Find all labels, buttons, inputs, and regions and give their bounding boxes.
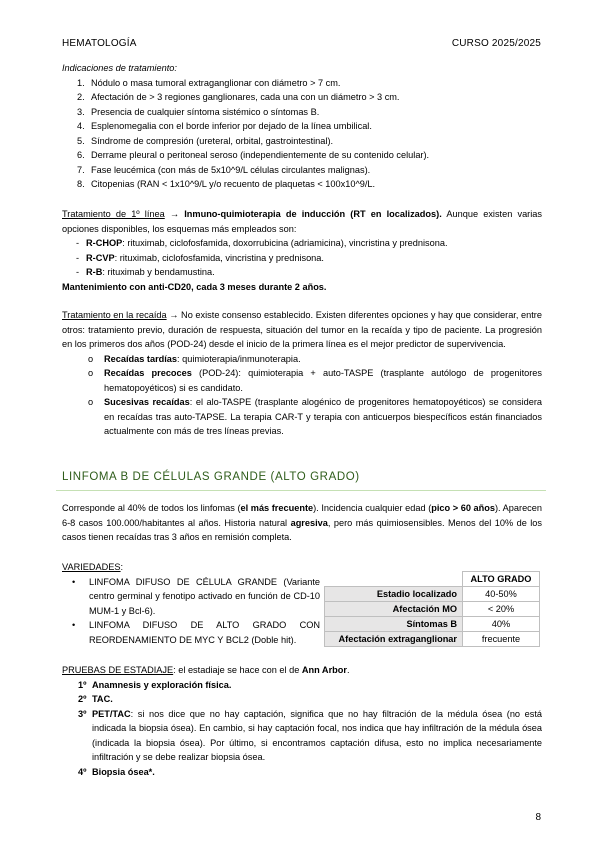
table-row: Afectación extraganglionar frecuente bbox=[325, 632, 540, 647]
list-item: - R-CVP: rituximab, ciclofosfamida, vincristina y prednisona. bbox=[62, 251, 542, 266]
relapse-list bbox=[62, 352, 542, 439]
arrow-icon: → bbox=[169, 209, 180, 219]
circle-bullet-icon: o bbox=[88, 353, 94, 364]
table-row: Estadio localizado 40-50% bbox=[325, 587, 540, 602]
grade-table bbox=[324, 571, 540, 647]
list-item: 2º TAC. bbox=[78, 694, 113, 704]
first-line-block: Tratamiento de 1º línea → Inmuno-quimioterapia de inducción (RT en localizados). Aunque existen varias opciones disponibles, los esquemas más empleados son: - R-CHOP: rituximab, ciclofosfamida, doxorrubicina (adriamicina), vincristina y prednisona. - R-CVP: rituximab, ciclofosfamida, vincristina y prednisona. - R-B: rituximab y bendamustina. Mantenimiento con anti-CD20, cada 3 meses durante 2 años. bbox=[62, 207, 542, 294]
list-item: 6. Derrame pleural o peritoneal seroso (independientemente de su contenido celular). bbox=[77, 150, 430, 160]
bullet-icon: • bbox=[72, 576, 76, 587]
list-item: 3. Presencia de cualquier síntoma sistémico o síntomas B. bbox=[77, 106, 320, 117]
list-item: - R-CHOP: rituximab, ciclofosfamida, doxorrubicina (adriamicina), vincristina y prednisona. bbox=[62, 236, 542, 251]
staging-list bbox=[62, 678, 542, 780]
table-header-row bbox=[325, 572, 540, 587]
table-row: Síntomas B 40% bbox=[325, 617, 540, 632]
list-item: 3º PET/TAC: si nos dice que no hay captación, significa que no hay filtración de la médula ósea (no está indicada la biopsia ósea). En cambio, si hay captación focal, nos indica que hay infiltración de la médula ósea (indicada la biopsia ósea). Por último, si encontramos captación difusa, esto no implica necesariamente infiltración y se debe realizar biopsia ósea. bbox=[78, 708, 542, 762]
relapse-label: Tratamiento en la recaída bbox=[62, 310, 167, 320]
maintenance-note: Mantenimiento con anti-CD20, cada 3 meses durante 2 años. bbox=[62, 281, 327, 292]
page-number: 8 bbox=[535, 812, 541, 823]
list-item: • LINFOMA DIFUSO DE ALTO GRADO CON REORDENAMIENTO DE MYC Y BCL2 (Doble hit). bbox=[72, 620, 320, 645]
first-line-heading: Inmuno-quimioterapia de inducción (RT en localizados). bbox=[184, 209, 442, 219]
relapse-block: Tratamiento en la recaída → No existe consenso establecido. Existen diferentes opciones y hay que considerar, entre otros: tratamiento previo, duración de respuesta, situación del tumor en la recaída y tipo de paciente. La progresión en los primeros dos años (POD-24) desde el inicio de la primera línea es el mejor predictor de supervivencia. o Recaídas tardías: quimioterapia/inmunoterapia. o Recaídas precoces (POD-24): quimioterapia + auto-TASPE (trasplante autólogo de progenitores hematopoyéticos) si es candidato. o Sucesivas recaídas: el alo-TASPE (trasplante alogénico de progenitores hematopoyéticos) se considera en recaídas tras auto-TAPSE. La terapia CAR-T y terapia con anticuerpos biespecíficos están financiados actualmente con más de tres líneas previas. bbox=[62, 308, 542, 439]
header-subject: HEMATOLOGÍA bbox=[62, 38, 137, 49]
list-item: 2. Afectación de > 3 regiones ganglionares, cada una con un diámetro > 3 cm. bbox=[77, 92, 400, 102]
list-item: 5. Síndrome de compresión (ureteral, orbital, gastrointestinal). bbox=[77, 135, 334, 146]
list-item: 7. Fase leucémica (con más de 5x10^9/L células circulantes malignas). bbox=[77, 164, 371, 175]
table-row: Afectación MO < 20% bbox=[325, 602, 540, 617]
staging-title: PRUEBAS DE ESTADIAJE bbox=[62, 665, 174, 675]
indications-list bbox=[62, 76, 542, 192]
list-item: 1. Nódulo o masa tumoral extraganglionar con diámetro > 7 cm. bbox=[77, 77, 341, 88]
list-item: - R-B: rituximab y bendamustina. bbox=[62, 265, 542, 280]
list-item: o Recaídas tardías: quimioterapia/inmunoterapia. bbox=[62, 352, 542, 367]
varieties-block: VARIEDADES: • LINFOMA DIFUSO DE CÉLULA GRANDE (Variante centro germinal y fenotipo activado en función de CD-10 MUM-1 y Bcl-6). • LINFOMA DIFUSO DE ALTO GRADO CON REORDENAMIENTO DE MYC Y BCL2 (Doble hit). bbox=[62, 560, 320, 647]
list-item: 1º Anamnesis y exploración física. bbox=[78, 679, 232, 690]
section-title: LINFOMA B DE CÉLULAS GRANDE (ALTO GRADO) bbox=[62, 471, 360, 483]
first-line-label: Tratamiento de 1º línea bbox=[62, 209, 165, 219]
list-item: 4. Esplenomegalia con el borde inferior por dejado de la línea umbilical. bbox=[77, 121, 372, 131]
staging-block: PRUEBAS DE ESTADIAJE: el estadiaje se hace con el de Ann Arbor. 1º Anamnesis y exploración física. 2º TAC. 3º PET/TAC: si nos dice que no hay captación, significa que no hay filtración de la médula ósea (no está indicada la biopsia ósea). En cambio, si hay captación focal, nos indica que hay infiltración de la médula ósea (indicada la biopsia ósea). Por último, si encontramos captación difusa, esto no implica necesariamente infiltración y se debe realizar biopsia ósea. 4º Biopsia ósea*. bbox=[62, 663, 542, 779]
indications-title: Indicaciones de tratamiento bbox=[62, 63, 175, 73]
circle-bullet-icon: o bbox=[88, 397, 94, 407]
header-course: CURSO 2025/2025 bbox=[451, 38, 541, 49]
list-item: 4º Biopsia ósea*. bbox=[78, 766, 155, 777]
table-header: ALTO GRADO bbox=[463, 572, 540, 587]
list-item: • LINFOMA DIFUSO DE CÉLULA GRANDE (Variante centro germinal y fenotipo activado en función de CD-10 MUM-1 y Bcl-6). bbox=[72, 576, 320, 616]
section-header bbox=[56, 466, 546, 491]
varieties-title: VARIEDADES bbox=[62, 562, 121, 572]
list-item: 8. Citopenias (RAN < 1x10^9/L y/o recuento de plaquetas < 100x10^9/L. bbox=[77, 179, 376, 189]
list-item: o Sucesivas recaídas: el alo-TASPE (trasplante alogénico de progenitores hematopoyéticos) se considera en recaídas tras auto-TAPSE. La terapia CAR-T y terapia con anticuerpos biespecíficos están financiados actualmente con más de tres líneas previas. bbox=[88, 397, 543, 436]
intro-paragraph: Corresponde al 40% de todos los linfomas (el más frecuente). Incidencia cualquier edad (pico > 60 años). Aparecen 6-8 casos 100.000/habitantes al años. Historia natural agresiva, pero más quimiosensibles. Menos del 10% de los casos tienen recaídas tras 3 años en remisión completa. bbox=[62, 503, 543, 542]
bullet-icon: • bbox=[72, 620, 76, 630]
circle-bullet-icon: o bbox=[88, 368, 94, 378]
list-item: o Recaídas precoces (POD-24): quimioterapia + auto-TASPE (trasplante autólogo de progenitores hematopoyéticos) si es candidato. bbox=[88, 368, 542, 393]
schemes-list bbox=[62, 236, 542, 280]
indications-block: Indicaciones de tratamiento: 1. Nódulo o masa tumoral extraganglionar con diámetro > 7 cm. 2. Afectación de > 3 regiones ganglionares, cada una con un diámetro > 3 cm. 3. Presencia de cualquier síntoma sistémico o síntomas B. 4. Esplenomegalia con el borde inferior por dejado de la línea umbilical. 5. Síndrome de compresión (ureteral, orbital, gastrointestinal). 6. Derrame pleural o peritoneal seroso (independientemente de su contenido celular). 7. Fase leucémica (con más de 5x10^9/L células circulantes malignas). 8. Citopenias (RAN < 1x10^9/L y/o recuento de plaquetas < 100x10^9/L. bbox=[62, 61, 542, 192]
varieties-list bbox=[62, 575, 320, 648]
arrow-icon: → bbox=[169, 310, 179, 320]
